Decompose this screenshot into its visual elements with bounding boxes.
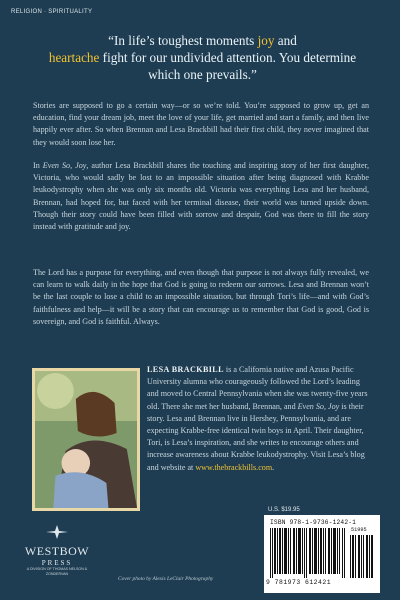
publisher-subtitle: A DIVISION OF THOMAS NELSON & ZONDERVAN (26, 567, 88, 576)
isbn-barcode (264, 515, 380, 593)
publisher-brand: WESTBOW (24, 544, 90, 558)
publisher-star-icon (46, 525, 68, 539)
author-website: www.thebrackbills.com (195, 462, 273, 472)
quote-heartache: heartache (48, 50, 100, 65)
description-paragraph-2 (33, 160, 369, 233)
publisher-press: PRESS (41, 559, 73, 567)
p2-book-title: Even So, Joy (42, 161, 87, 170)
barcode-bars-addon (350, 535, 374, 578)
p2-before: In (33, 161, 43, 170)
p2-after: , author Lesa Brackbill shares the touching and inspiring story of her first daughter, Victoria, who would sadly be lost to an impossible situation after being diagnosed with Krabbe leukodystrophy when she was only six months old. Victoria was everything Lesa and her husband, Brennan, had hoped for, but faced with her terminal disease, their world was turned upside down. Though their story could have been filled with sorrow and despair, God was there to fill the story instead with gratitude and joy. (33, 161, 370, 232)
barcode-digits: 9 781973 612421 (266, 579, 332, 586)
quote-text-1: “In life’s toughest moments (108, 33, 258, 48)
bio-text-1: is a California native and Azusa Pacific University alumna who courageously followed the Lord’s leading and moved to Central Pennsylvania when she was twenty-five years old. There she met her husband, Brennan, and (147, 365, 368, 411)
bio-end: . (272, 462, 275, 472)
quote-joy: joy (257, 33, 275, 48)
bio-book-title: Even So, Joy (297, 401, 340, 411)
photo-credit: Cover photo by Alexis LeClair Photography (118, 576, 214, 582)
barcode-addon-digits: 51995 (351, 527, 367, 533)
author-bio (147, 364, 371, 474)
publisher-logo (22, 525, 92, 577)
description-paragraph-3: The Lord has a purpose for everything, and even though that purpose is not always fully revealed, we can learn to walk daily in the hope that God is going to redeem our sorrows. Lesa and Brennan won’t be the last couple to lose a child to an impossible situation, but through Tori’s life—and with God’s faithfulness and help—it will be a story that can encourage us to remember that God is good, God is sovereign, and God is faithful. Always. (33, 268, 369, 326)
bio-text-2: is their story. Lesa and Brennan live in Hershey, Pennsylvania, and are expecting Krabbe-free identical twin boys in April. Their daughter, Tori, is Lesa’s inspiration, and she writes to encourage others and increase awareness about Krabbe leukodystrophy. Visit Lesa’s blog and website at (147, 401, 365, 472)
description-paragraph-1: Stories are supposed to go a certain way—or so we’re told. You’re supposed to grow up, get an education, find your dream job, meet the love of your life, get married and start a family, and then live happily ever after. So when Brennan and Lesa Brackbill had their first child, they never imagined that they would soon lose her. (33, 101, 369, 147)
category-label: RELIGION · SPIRITUALITY (11, 9, 93, 15)
quote-text-3: fight for our undivided attention. You determine which one prevails.” (99, 50, 357, 82)
quote-text-2: and (274, 33, 297, 48)
pull-quote (40, 32, 365, 83)
isbn-text: ISBN 978-1-9736-1242-1 (270, 519, 357, 526)
barcode-bars-main (270, 528, 346, 578)
author-name: LESA BRACKBILL (147, 365, 224, 374)
author-photo (32, 368, 140, 511)
price-label: U.S. $19.95 (268, 507, 300, 513)
